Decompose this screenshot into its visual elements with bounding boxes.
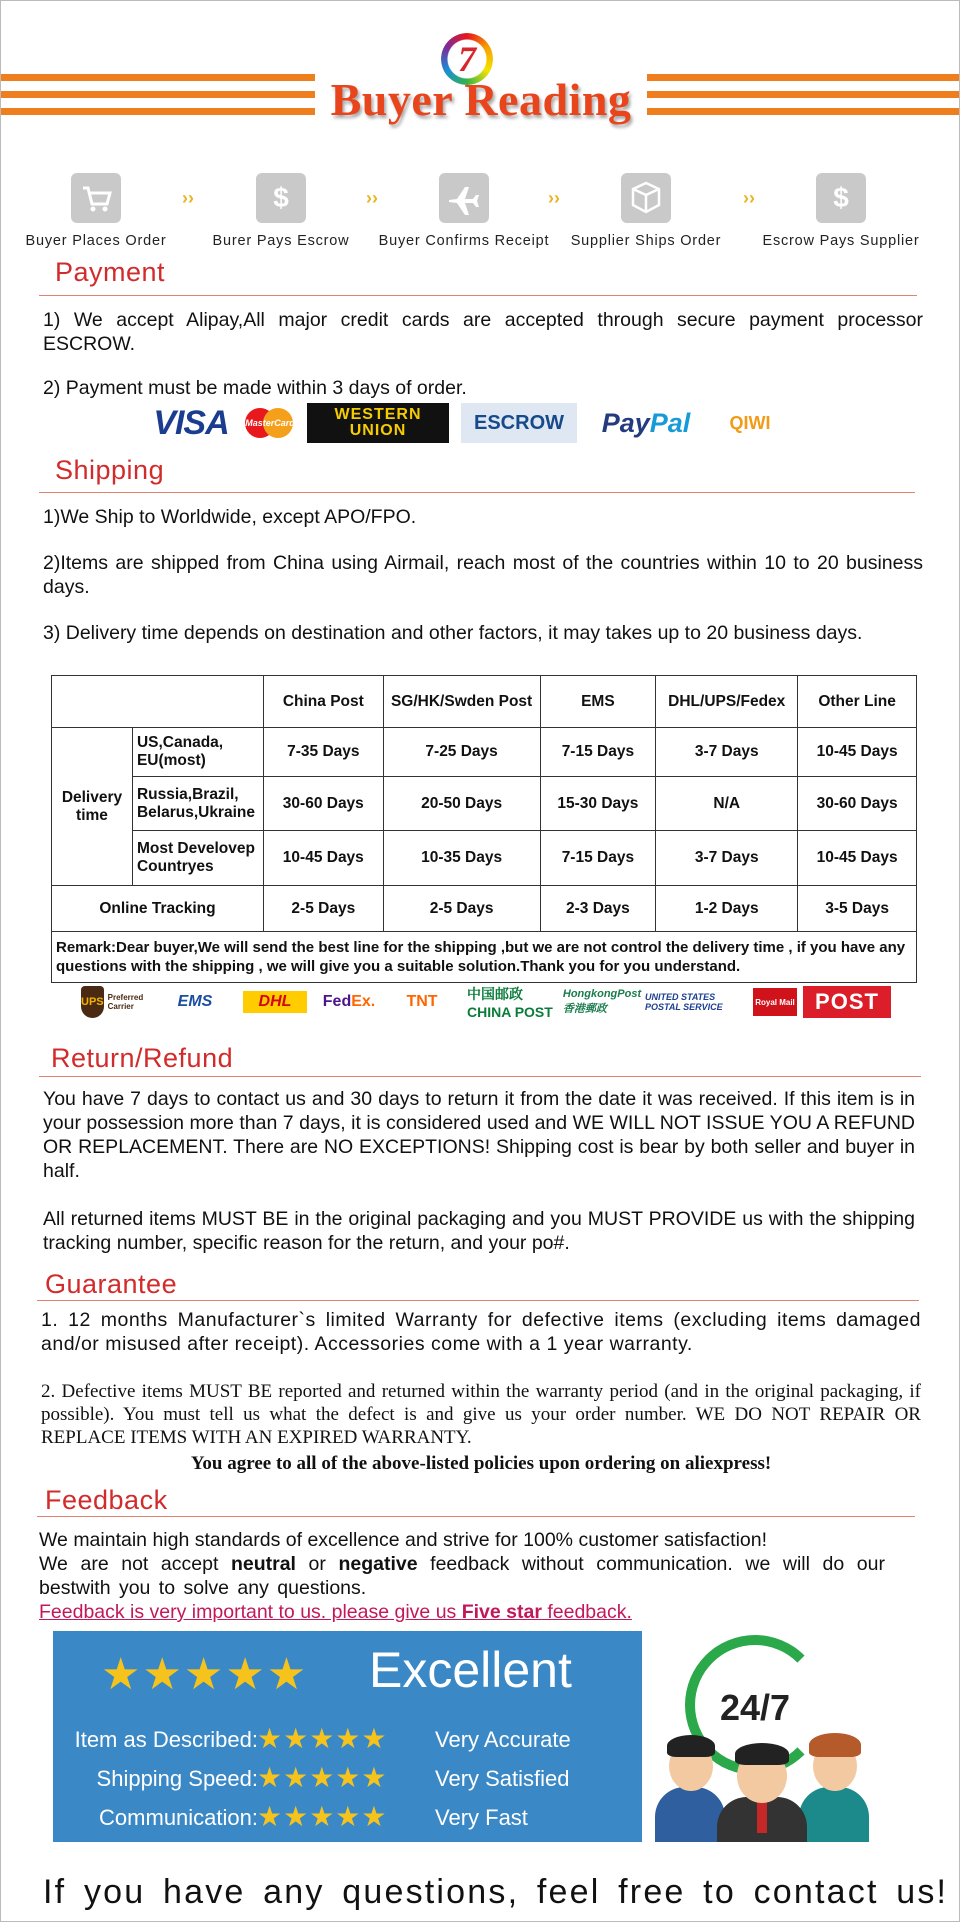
logo-glyph: 7 (458, 39, 476, 79)
tracking-row (52, 886, 917, 932)
step-label: Buyer Places Order (25, 233, 167, 249)
process-steps (1, 173, 960, 253)
agent-right-hair (809, 1733, 861, 1757)
visa-logo: VISA (153, 403, 229, 442)
step-label: Escrow Pays Supplier (762, 233, 920, 249)
mastercard-text: MasterCard (245, 418, 295, 428)
rating-label: Item as Described: (74, 1727, 258, 1752)
table-header-cell: China Post (263, 676, 383, 728)
guarantee-p2: 2. Defective items MUST BE reported and returned within the warranty period (and in the original packaging, if possible). You must tell us what the defect is and give us your order number. WE DO NOT REPAIR OR REPLACE ITEMS WITH AN EXPIRED WARRANTY. (41, 1381, 921, 1448)
table-cell: 30-60 Days (798, 777, 917, 831)
delivery-time-label: Delivery time (52, 728, 133, 886)
table-row (52, 831, 917, 886)
region-cell: Russia,Brazil, Belarus,Ukraine (132, 777, 263, 831)
table-cell: 7-15 Days (540, 831, 656, 886)
step-ships-order (551, 173, 741, 249)
rating-value: Very Satisfied (435, 1766, 570, 1791)
table-header-cell: SG/HK/Swden Post (383, 676, 540, 728)
remark-row (52, 932, 917, 983)
rating-label: Communication: (99, 1805, 258, 1830)
dollar-icon: $ (816, 173, 866, 223)
table-cell: 10-45 Days (798, 728, 917, 777)
hongkong-post-logo: HongkongPost 香港郵政 (562, 988, 642, 1015)
agent-center-tie (757, 1799, 767, 1833)
table-header-cell: DHL/UPS/Fedex (656, 676, 798, 728)
shipping-rule (39, 492, 915, 493)
rating-stars-icon: ★★★★★ (101, 1650, 309, 1699)
fedex-text-b: Ex. (351, 993, 376, 1010)
table-cell: N/A (656, 777, 798, 831)
paypal-text-a: Pay (601, 407, 650, 438)
cart-icon (71, 173, 121, 223)
qiwi-logo: QIWI (729, 412, 771, 433)
feedback-l3-a: Feedback is very important to us. please give us (39, 1601, 462, 1623)
header-stripes-left (1, 74, 315, 132)
table-row (52, 777, 917, 831)
step-label: Buyer Confirms Receipt (378, 233, 550, 249)
western-union-logo (307, 403, 449, 443)
royal-mail-logo: Royal Mail (753, 988, 797, 1016)
box-icon (621, 173, 671, 223)
header (1, 1, 960, 151)
contact-line: If you have any questions, feel free to contact us! (43, 1873, 949, 1911)
feedback-title: Feedback (45, 1485, 168, 1515)
payment-title: Payment (55, 257, 166, 287)
table-cell: 3-7 Days (656, 831, 798, 886)
refund-p2: All returned items MUST BE in the original packaging and you MUST PROVIDE us with the shipping tracking number, specific reason for the return, and your po#. (43, 1208, 915, 1254)
table-cell: 1-2 Days (656, 886, 798, 932)
support-label: 24/7 (719, 1687, 791, 1728)
plane-icon (439, 173, 489, 223)
guarantee-p3: You agree to all of the above-listed policies upon ordering on aliexpress! (190, 1453, 772, 1474)
feedback-l2-c: or (295, 1553, 339, 1575)
rating-label: Shipping Speed: (96, 1766, 258, 1791)
table-cell: 10-45 Days (263, 831, 383, 886)
feedback-rule (37, 1516, 915, 1517)
shipping-table (51, 675, 917, 983)
fedex-logo (319, 983, 379, 1021)
tnt-logo: TNT (406, 993, 438, 1010)
guarantee-p1: 1. 12 months Manufacturer`s limited Warranty for defective items (excluding items damaged and/or misused after receipt). Accessories come with a 1 year warranty. (41, 1309, 921, 1355)
shipping-p1: 1)We Ship to Worldwide, except APO/FPO. (43, 506, 417, 528)
escrow-logo: ESCROW (461, 403, 577, 443)
rating-row (53, 1723, 642, 1757)
chevron-right-icon: ›› (182, 188, 194, 208)
table-header-cell: EMS (540, 676, 656, 728)
step-confirms-receipt (369, 173, 559, 249)
negative-text: negative (338, 1553, 418, 1575)
rating-row (53, 1801, 642, 1835)
paypal-text-b: Pal (649, 407, 691, 438)
payment-logos (141, 403, 791, 447)
table-cell: 7-25 Days (383, 728, 540, 777)
feedback-l3-c: feedback. (541, 1601, 632, 1623)
ups-logo (81, 983, 157, 1021)
wu-line2: UNION (349, 422, 407, 439)
ups-subtext: Preferred Carrier (107, 993, 144, 1011)
ups-shield: UPS (81, 986, 104, 1018)
rating-row-stars-icon: ★★★★★ (257, 1801, 388, 1832)
remark-text: Remark:Dear buyer,We will send the best line for the shipping ,but we are not control the delivery time , if you have any questions with the shipping , we will give you a suitable solution.Thank you for you understand. (52, 932, 917, 983)
table-header-cell: Other Line (798, 676, 917, 728)
step-label: Supplier Ships Order (570, 233, 722, 249)
paypal-logo (591, 403, 701, 443)
ems-logo: EMS (177, 993, 213, 1010)
payment-p1: 1) We accept Alipay,All major credit cards are accepted through secure payment processor ESCROW. (43, 309, 923, 355)
rating-banner (53, 1631, 642, 1842)
wu-line1: WESTERN (334, 406, 422, 423)
rating-row-stars-icon: ★★★★★ (257, 1723, 388, 1754)
dollar-icon: $ (256, 173, 306, 223)
table-cell: 7-35 Days (263, 728, 383, 777)
mastercard-logo (245, 403, 295, 443)
chevron-right-icon: ›› (366, 188, 378, 208)
tracking-label: Online Tracking (52, 886, 264, 932)
agent-center-hair (735, 1743, 789, 1765)
guarantee-rule (37, 1300, 919, 1301)
rating-row-stars-icon: ★★★★★ (257, 1762, 388, 1793)
china-post-logo: 中国邮政 CHINA POST (467, 986, 553, 1020)
guarantee-title: Guarantee (45, 1269, 178, 1299)
rating-headline: Excellent (369, 1642, 572, 1698)
refund-title: Return/Refund (51, 1043, 234, 1073)
feedback-l3 (39, 1600, 919, 1624)
table-cell: 3-5 Days (798, 886, 917, 932)
payment-rule (39, 295, 917, 296)
table-cell: 2-5 Days (383, 886, 540, 932)
agent-right-body (799, 1787, 869, 1842)
shipping-title: Shipping (55, 455, 165, 485)
usps-logo: UNITED STATES POSTAL SERVICE (645, 992, 723, 1012)
support-247-illustration (649, 1631, 885, 1842)
chevron-right-icon: ›› (548, 188, 560, 208)
table-cell: 10-35 Days (383, 831, 540, 886)
agent-left-body (655, 1787, 725, 1842)
feedback-l2-a: We are not accept (39, 1553, 231, 1575)
shipping-p3: 3) Delivery time depends on destination and other factors, it may takes up to 20 business days. (43, 622, 863, 644)
table-cell: 2-3 Days (540, 886, 656, 932)
feedback-l1: We maintain high standards of excellence and strive for 100% customer satisfaction! (39, 1529, 768, 1551)
table-cell: 15-30 Days (540, 777, 656, 831)
five-star-text: Five star (461, 1601, 542, 1623)
fedex-text-a: Fed (322, 993, 352, 1010)
region-cell: US,Canada, EU(most) (132, 728, 263, 777)
feedback-l2-e: feedback without communication. we will do our bestwith you to solve any questions. (39, 1553, 885, 1599)
australia-post-logo: POST (803, 986, 891, 1018)
rating-value: Very Accurate (435, 1727, 571, 1752)
step-label: Burer Pays Escrow (212, 233, 350, 249)
header-stripes-right (647, 74, 960, 132)
table-corner (52, 676, 264, 728)
table-cell: 2-5 Days (263, 886, 383, 932)
carrier-logos (77, 983, 893, 1023)
table-cell: 3-7 Days (656, 728, 798, 777)
table-header-row (52, 676, 917, 728)
step-pays-escrow (186, 173, 376, 249)
shipping-p2: 2)Items are shipped from China using Airmail, reach most of the countries within 10 to 20 business days. (43, 552, 923, 598)
refund-p1: You have 7 days to contact us and 30 days to return it from the date it was received. If this item is in your possession more than 7 days, it is considered used and WE WILL NOT ISSUE YOU A REFUND OR REPLACEMENT. There are NO EXCEPTIONS! Shipping cost is bear by both seller and buyer in half. (43, 1088, 915, 1182)
feedback-l2 (39, 1552, 885, 1600)
chevron-right-icon: ›› (743, 188, 755, 208)
agent-left-hair (667, 1735, 715, 1757)
table-cell: 7-15 Days (540, 728, 656, 777)
table-cell: 10-45 Days (798, 831, 917, 886)
neutral-text: neutral (230, 1553, 296, 1575)
rating-row (53, 1762, 642, 1796)
step-escrow-pays (746, 173, 936, 249)
table-cell: 30-60 Days (263, 777, 383, 831)
step-place-order (1, 173, 191, 249)
payment-p2: 2) Payment must be made within 3 days of order. (43, 377, 467, 399)
region-cell: Most Develovep Countryes (132, 831, 263, 886)
rating-value: Very Fast (435, 1805, 528, 1830)
table-row (52, 728, 917, 777)
page-title: Buyer Reading (330, 74, 632, 125)
dhl-logo: DHL (243, 991, 307, 1013)
table-cell: 20-50 Days (383, 777, 540, 831)
refund-rule (39, 1076, 921, 1077)
